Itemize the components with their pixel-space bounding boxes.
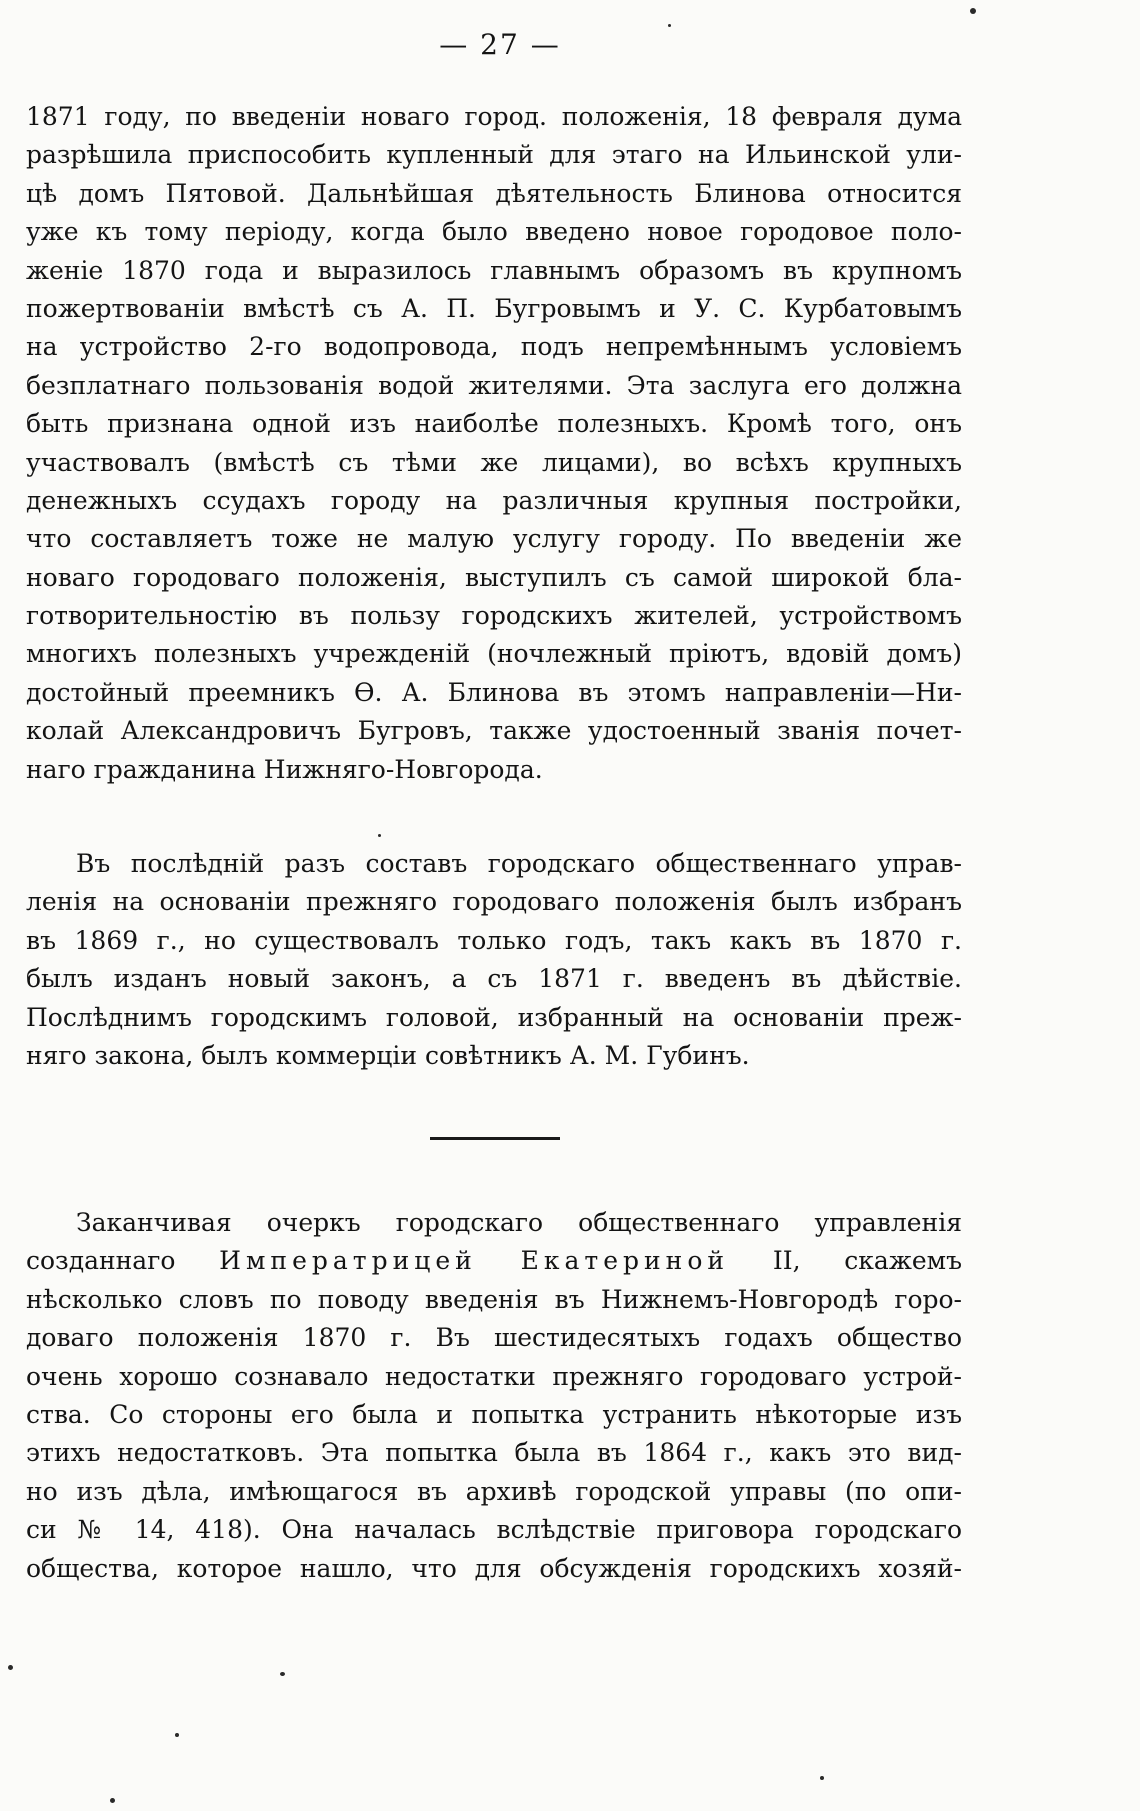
section-divider <box>430 1137 560 1140</box>
scan-speck <box>970 8 976 14</box>
text-line: новаго городоваго положенія, выступилъ съ самой широкой бла- <box>26 562 962 592</box>
text-line: достойный преемникъ Ѳ. А. Блинова въ этомъ направленіи—Ни- <box>26 677 962 707</box>
spaced-word: Екатериной <box>520 1246 730 1276</box>
text-line: наго гражданина Нижняго-Новгорода. <box>26 754 543 784</box>
page-number: — 27 — <box>439 28 561 61</box>
text-line: си № 14, 418). Она началась вслѣдствіе приговора городскаго <box>26 1515 962 1545</box>
scan-speck <box>110 1798 115 1803</box>
text-line: цѣ домъ Пятовой. Дальнѣйшая дѣятельность Блинова относится <box>26 178 962 208</box>
text-line: очень хорошо сознавало недостатки прежняго городоваго устрой- <box>26 1361 962 1391</box>
paragraph-2 <box>26 845 962 1075</box>
text-line: уже къ тому періоду, когда было введено новое городовое поло- <box>26 217 962 247</box>
text-line: на устройство 2-го водопровода, подъ непремѣннымъ условіемъ <box>26 332 962 362</box>
text-line: пожертвованіи вмѣстѣ съ А. П. Бугровымъ и У. С. Курбатовымъ <box>26 293 962 323</box>
paragraph-1 <box>26 98 962 789</box>
scan-speck <box>820 1776 824 1780</box>
text-line-spaced <box>26 1242 962 1280</box>
text-line: безплатнаго пользованія водой жителями. Эта заслуга его должна <box>26 370 962 400</box>
text-line: разрѣшила приспособить купленный для этаго на Ильинской ули- <box>26 140 962 170</box>
text-line: колай Александровичъ Бугровъ, также удостоенный званія почет- <box>26 716 962 746</box>
text-line: доваго положенія 1870 г. Въ шестидесятыхъ годахъ общество <box>26 1323 962 1353</box>
text-line: общества, которое нашло, что для обсужденія городскихъ хозяй- <box>26 1553 962 1583</box>
text-line: денежныхъ ссудахъ городу на различныя крупныя постройки, <box>26 485 962 515</box>
text-line: няго закона, былъ коммерціи совѣтникъ А. М. Губинъ. <box>26 1040 750 1070</box>
scan-speck <box>280 1672 285 1676</box>
text-line: быть признана одной изъ наиболѣе полезныхъ. Кромѣ того, онъ <box>26 409 962 439</box>
text-line: Заканчивая очеркъ городскаго общественнаго управленія <box>76 1208 962 1237</box>
text-line: Послѣднимъ городскимъ головой, избранный на основаніи преж- <box>26 1002 962 1032</box>
text-line: нѣсколько словъ по поводу введенія въ Нижнемъ-Новгородѣ горо- <box>26 1284 962 1314</box>
scan-speck <box>8 1665 13 1670</box>
text-line: въ 1869 г., но существовалъ только годъ, такъ какъ въ 1870 г. <box>26 925 962 955</box>
paragraph-3 <box>26 1204 962 1588</box>
text-line: ленія на основаніи прежняго городоваго положенія былъ избранъ <box>26 887 962 917</box>
text-line: многихъ полезныхъ учрежденій (ночлежный пріютъ, вдовій домъ) <box>26 639 962 669</box>
text-line: былъ изданъ новый законъ, а съ 1871 г. введенъ въ дѣйствіе. <box>26 964 962 994</box>
line-segment: II, скажемъ <box>772 1246 962 1276</box>
text-line: этихъ недостатковъ. Эта попытка была въ 1864 г., какъ это вид- <box>26 1438 962 1468</box>
text-line: что составляетъ тоже не малую услугу городу. По введеніи же <box>26 524 962 554</box>
text-line: ства. Со стороны его была и попытка устранить нѣкоторые изъ <box>26 1399 962 1429</box>
spaced-word: Императрицей <box>219 1246 477 1276</box>
text-line: участвовалъ (вмѣстѣ съ тѣми же лицами), во всѣхъ крупныхъ <box>26 447 962 477</box>
scan-speck <box>175 1733 179 1737</box>
text-line: женіе 1870 года и выразилось главнымъ образомъ въ крупномъ <box>26 255 962 285</box>
scan-speck <box>668 24 671 27</box>
text-line: Въ послѣдній разъ составъ городскаго общественнаго управ- <box>76 849 962 878</box>
text-line: 1871 году, по введеніи новаго город. положенія, 18 февраля дума <box>26 102 962 131</box>
scan-speck <box>378 834 381 837</box>
line-segment: созданнаго <box>26 1246 176 1276</box>
text-line: но изъ дѣла, имѣющагося въ архивѣ городской управы (по опи- <box>26 1476 962 1506</box>
text-line: готворительностію въ пользу городскихъ жителей, устройствомъ <box>26 601 962 631</box>
